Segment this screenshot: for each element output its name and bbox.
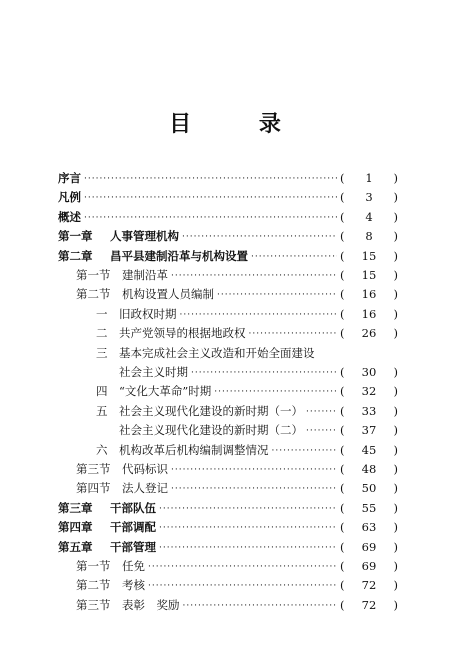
toc-entry [96, 343, 398, 363]
toc-entry [76, 478, 398, 498]
toc-entry-title: 干部队伍 [110, 500, 156, 515]
close-paren: ) [393, 597, 398, 612]
close-paren: ) [393, 268, 398, 282]
close-paren: ) [393, 209, 398, 224]
toc-entry-page [340, 268, 398, 282]
toc-entry-page [340, 481, 398, 495]
toc-entry [119, 420, 398, 440]
open-paren: ( [340, 403, 345, 418]
toc-entry-title: 共产党领导的根据地政权 [119, 326, 246, 341]
page-number: 63 [361, 520, 377, 535]
toc-entry [58, 517, 398, 537]
close-paren: ) [393, 539, 398, 554]
dot-leader [217, 290, 337, 300]
toc-entry-number: 第二节 [76, 578, 111, 593]
dot-leader [306, 407, 337, 417]
open-paren: ( [340, 520, 345, 535]
toc-entry [58, 187, 398, 207]
toc-entry-number: 第三章 [58, 500, 93, 515]
toc-entry-label [96, 442, 269, 458]
toc-entry-label [76, 577, 145, 593]
toc-entry-label [76, 480, 168, 496]
toc-entry-label [76, 286, 214, 302]
toc-entry-page [340, 443, 398, 457]
close-paren: ) [393, 326, 398, 341]
toc-entry-label [76, 558, 145, 574]
dot-leader [171, 484, 337, 494]
toc-entry-page [340, 598, 398, 612]
dot-leader [171, 465, 337, 475]
toc-entry-page [340, 423, 398, 437]
toc-entry-title: 干部调配 [110, 520, 156, 535]
toc-entry [58, 168, 398, 188]
toc-entry-page [340, 578, 398, 592]
toc-entry [96, 323, 398, 343]
page-number: 16 [361, 306, 377, 321]
toc-entry-title: “文化大革命”时期 [119, 384, 212, 399]
open-paren: ( [340, 539, 345, 554]
toc-entry-title: 人事管理机构 [110, 229, 179, 244]
toc-entry-number: 四 [96, 384, 108, 399]
page-title: 目 录 [169, 111, 311, 137]
dot-leader [249, 329, 338, 339]
toc-entry-page [340, 540, 398, 554]
toc-entry-label [76, 597, 180, 613]
toc-entry [58, 246, 398, 266]
toc-entry-page [340, 326, 398, 340]
toc-entry-title: 概述 [58, 209, 81, 224]
toc-entry [76, 265, 398, 285]
toc-entry-title: 干部管理 [110, 539, 156, 554]
toc-entry-number: 第五章 [58, 539, 93, 554]
page-number: 50 [361, 481, 377, 496]
toc-entry-title: 社会主义现代化建设的新时期（二） [119, 423, 303, 438]
page-number: 3 [365, 190, 373, 205]
toc-entry [76, 556, 398, 576]
toc-entry-page [340, 559, 398, 573]
open-paren: ( [340, 326, 345, 341]
toc-entry-label [58, 248, 248, 264]
toc-entry-label [58, 189, 81, 205]
open-paren: ( [340, 229, 345, 244]
toc-entry-page [340, 249, 398, 263]
toc-entry-label [96, 403, 303, 419]
dot-leader [171, 271, 337, 281]
toc-entry-page [340, 462, 398, 476]
page-number: 15 [361, 268, 377, 282]
open-paren: ( [340, 268, 345, 282]
toc-entry-number: 三 [96, 345, 108, 360]
dot-leader [159, 543, 337, 553]
toc-entry-number: 第一节 [76, 268, 111, 282]
toc-entry [58, 207, 398, 227]
toc-entry [96, 440, 398, 460]
toc-entry-page [340, 287, 398, 301]
toc-entry-title: 法人登记 [122, 481, 168, 496]
close-paren: ) [393, 306, 398, 321]
toc-entry-title: 机构改革后机构编制调整情况 [119, 442, 269, 457]
toc-entry-title: 旧政权时期 [119, 306, 177, 321]
dot-leader [159, 523, 337, 533]
toc-entry-label [58, 539, 156, 555]
open-paren: ( [340, 559, 345, 573]
toc-entry-label [76, 461, 168, 477]
dot-leader [159, 504, 337, 514]
toc-entry-number: 六 [96, 442, 108, 457]
toc-entry-label [96, 345, 315, 361]
toc-entry-label [96, 306, 177, 322]
toc-entry-page [340, 210, 398, 224]
toc-entry-label [96, 383, 211, 399]
toc-entry-page [340, 404, 398, 418]
toc-entry-label [96, 325, 246, 341]
toc-entry-page [340, 501, 398, 515]
dot-leader [306, 426, 337, 436]
close-paren: ) [393, 442, 398, 457]
page-number: 72 [361, 578, 377, 593]
toc-entry-label [58, 209, 81, 225]
open-paren: ( [340, 287, 345, 302]
toc-entry [76, 284, 398, 304]
toc-entry-title: 昌平县建制沿革与机构设置 [110, 248, 248, 263]
toc-entry-page [340, 171, 398, 185]
toc-entry-title: 机构设置人员编制 [122, 287, 214, 302]
dot-leader [84, 213, 337, 223]
dot-leader [148, 581, 337, 591]
toc-entry-title: 考核 [122, 578, 145, 593]
dot-leader [182, 232, 337, 242]
close-paren: ) [393, 481, 398, 496]
toc-entry-page [340, 190, 398, 204]
page-number: 1 [365, 171, 373, 185]
toc-entry-page [340, 384, 398, 398]
toc-entry-number: 二 [96, 326, 108, 341]
toc-entry-title: 表彰 奖励 [122, 597, 180, 612]
open-paren: ( [340, 384, 345, 399]
page-number: 32 [361, 384, 377, 399]
close-paren: ) [393, 423, 398, 438]
open-paren: ( [340, 597, 345, 612]
close-paren: ) [393, 559, 398, 573]
toc-entry-label [58, 228, 179, 244]
toc-entry-number: 一 [96, 306, 108, 321]
toc-entry [76, 459, 398, 479]
toc-entry-title: 建制沿革 [122, 268, 168, 282]
toc-entry-page [340, 229, 398, 243]
dot-leader [214, 387, 337, 397]
open-paren: ( [340, 442, 345, 457]
dot-leader [84, 174, 337, 184]
page-number: 30 [361, 365, 377, 379]
toc-entry-number: 第三节 [76, 462, 111, 476]
page-number: 45 [361, 442, 377, 457]
toc-entry-number: 第三节 [76, 597, 111, 612]
close-paren: ) [393, 520, 398, 535]
close-paren: ) [393, 365, 398, 379]
open-paren: ( [340, 481, 345, 496]
close-paren: ) [393, 190, 398, 205]
toc-entry-title: 社会主义时期 [119, 365, 188, 379]
toc-entry [76, 595, 398, 615]
page-number: 16 [361, 287, 377, 302]
toc-entry [58, 226, 398, 246]
dot-leader [148, 562, 337, 572]
open-paren: ( [340, 209, 345, 224]
page-number: 48 [361, 462, 377, 476]
toc-entry-number: 第一节 [76, 559, 111, 573]
page-number: 33 [361, 403, 377, 418]
page-number: 69 [361, 559, 377, 573]
toc-entry-number: 第二章 [58, 248, 93, 263]
close-paren: ) [393, 578, 398, 593]
toc-entry-number: 第四节 [76, 481, 111, 496]
close-paren: ) [393, 171, 398, 185]
toc-entry [96, 381, 398, 401]
toc-entry-label [119, 422, 303, 438]
toc-entry [58, 498, 398, 518]
toc-entry-title: 任免 [122, 559, 145, 573]
toc-entry [119, 362, 398, 382]
toc-entry [58, 537, 398, 557]
toc-entry-label [76, 267, 168, 283]
close-paren: ) [393, 248, 398, 263]
dot-leader [272, 446, 338, 456]
toc-entry-page [340, 307, 398, 321]
toc-entry-title: 社会主义现代化建设的新时期（一） [119, 403, 303, 418]
toc-entry-title: 基本完成社会主义改造和开始全面建设 [119, 345, 315, 360]
page-number: 69 [361, 539, 377, 554]
page-number: 4 [365, 209, 373, 224]
toc-entry-number: 五 [96, 403, 108, 418]
dot-leader [183, 601, 338, 611]
open-paren: ( [340, 190, 345, 205]
toc-entry [76, 575, 398, 595]
open-paren: ( [340, 171, 345, 185]
toc-entry-number: 第一章 [58, 229, 93, 244]
close-paren: ) [393, 229, 398, 244]
toc-entry-number: 第二节 [76, 287, 111, 302]
open-paren: ( [340, 365, 345, 379]
open-paren: ( [340, 248, 345, 263]
dot-leader [251, 252, 337, 262]
open-paren: ( [340, 423, 345, 438]
close-paren: ) [393, 500, 398, 515]
toc-entry [96, 401, 398, 421]
toc-entry-title: 序言 [58, 171, 81, 185]
page-number: 8 [365, 229, 373, 244]
toc-entry-title: 代码标识 [122, 462, 168, 476]
close-paren: ) [393, 462, 398, 476]
toc-entry-label [58, 500, 156, 516]
page-number: 72 [361, 597, 377, 612]
dot-leader [180, 310, 338, 320]
toc-entry-title: 凡例 [58, 190, 81, 205]
open-paren: ( [340, 578, 345, 593]
close-paren: ) [393, 403, 398, 418]
page-number: 55 [361, 500, 377, 515]
close-paren: ) [393, 384, 398, 399]
toc-entry [96, 304, 398, 324]
toc-entry-label [58, 519, 156, 535]
page-number: 15 [361, 248, 377, 263]
toc-entry-label [119, 364, 188, 380]
dot-leader [84, 193, 337, 203]
open-paren: ( [340, 462, 345, 476]
toc-entry-label [58, 170, 81, 186]
open-paren: ( [340, 306, 345, 321]
dot-leader [191, 368, 337, 378]
page-number: 26 [361, 326, 377, 341]
close-paren: ) [393, 287, 398, 302]
toc-entry-page [340, 365, 398, 379]
toc-entry-number: 第四章 [58, 520, 93, 535]
page-number: 37 [361, 423, 377, 438]
open-paren: ( [340, 500, 345, 515]
toc-entry-page [340, 520, 398, 534]
